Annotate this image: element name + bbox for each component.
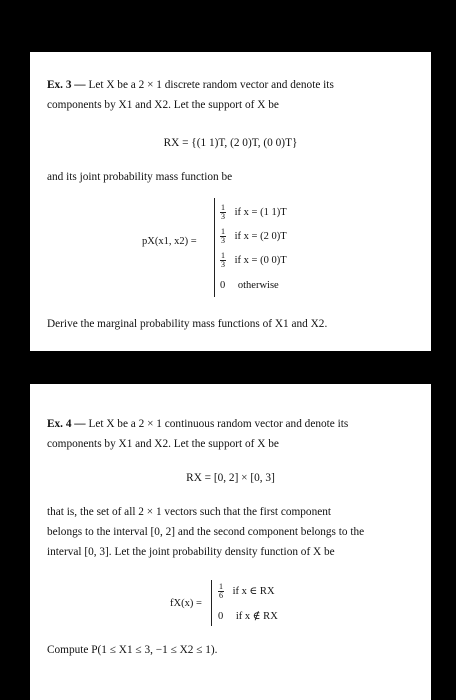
- ex4-case-1: [218, 583, 275, 600]
- ex3-task: Derive the marginal probability mass functions of X1 and X2.: [47, 318, 328, 330]
- exercise-4-card: [30, 384, 431, 700]
- ex3-line1: Let X be a 2 × 1 discrete random vector and denote its: [88, 79, 334, 91]
- ex4-case-2-value: 0: [218, 611, 224, 622]
- ex4-case-2-condition: if x ∉ RX: [235, 611, 278, 622]
- ex4-support: RX = [0, 2] × [0, 3]: [186, 472, 275, 484]
- ex3-case-2-value: $\frac{1}{3}$: [221, 227, 225, 245]
- ex3-line3: and its joint probability mass function be: [47, 171, 233, 183]
- ex4-line5: interval [0, 3]. Let the joint probability density function of X be: [47, 546, 335, 558]
- ex4-line2: components by X1 and X2. Let the support of X be: [47, 438, 279, 450]
- ex4-line3: that is, the set of all 2 × 1 vectors such that the first component: [47, 506, 332, 518]
- ex4-heading: Ex. 4: [47, 418, 72, 430]
- ex4-intro: Ex. 4 — Let X be a 2 × 1 continuous random vector and denote its components by X1 and X2. Let the support of X be: [47, 418, 349, 450]
- ex3-case-4-condition: otherwise: [237, 280, 279, 291]
- ex3-case-1-condition: if x = (1 1)T: [234, 206, 287, 218]
- ex4-body: [47, 502, 421, 562]
- ex3-line2: components by X1 and X2. Let the support of X be: [47, 99, 279, 111]
- ex4-case-1-value: $\frac{1}{6}$: [219, 582, 223, 600]
- ex4-case-1-condition: if x ∈ RX: [232, 585, 275, 597]
- ex4-line4: belongs to the interval [0, 2] and the second component belongs to the: [47, 526, 365, 538]
- ex3-case-3-value: $\frac{1}{3}$: [221, 251, 225, 269]
- ex3-intro: Ex. 3 — Let X be a 2 × 1 discrete random vector and denote its components by X1 and X2. Let the support of X be: [47, 79, 334, 111]
- ex4-pdf-lhs: fX(x) =: [170, 598, 202, 609]
- ex3-case-3: [220, 252, 287, 269]
- ex3-case-1-value: $\frac{1}{3}$: [221, 203, 225, 221]
- exercise-3-card: [30, 52, 431, 351]
- ex3-case-brace: [214, 198, 215, 297]
- ex4-case-brace: [211, 580, 212, 626]
- ex4-line1: Let X be a 2 × 1 continuous random vector and denote its: [88, 418, 349, 430]
- ex3-case-3-condition: if x = (0 0)T: [234, 254, 287, 266]
- ex3-pmf-lhs: pX(x1, x2) =: [142, 236, 197, 247]
- ex3-case-4: [220, 280, 279, 291]
- ex3-case-4-value: 0: [220, 280, 226, 291]
- ex4-task: Compute P(1 ≤ X1 ≤ 3, −1 ≤ X2 ≤ 1).: [47, 644, 218, 656]
- ex3-case-2: [220, 228, 287, 245]
- ex3-support: RX = {(1 1)T, (2 0)T, (0 0)T}: [163, 137, 298, 149]
- ex3-case-2-condition: if x = (2 0)T: [234, 230, 287, 242]
- ex3-case-1: [220, 204, 287, 221]
- ex4-case-2: [218, 610, 278, 622]
- ex3-heading: Ex. 3: [47, 79, 72, 91]
